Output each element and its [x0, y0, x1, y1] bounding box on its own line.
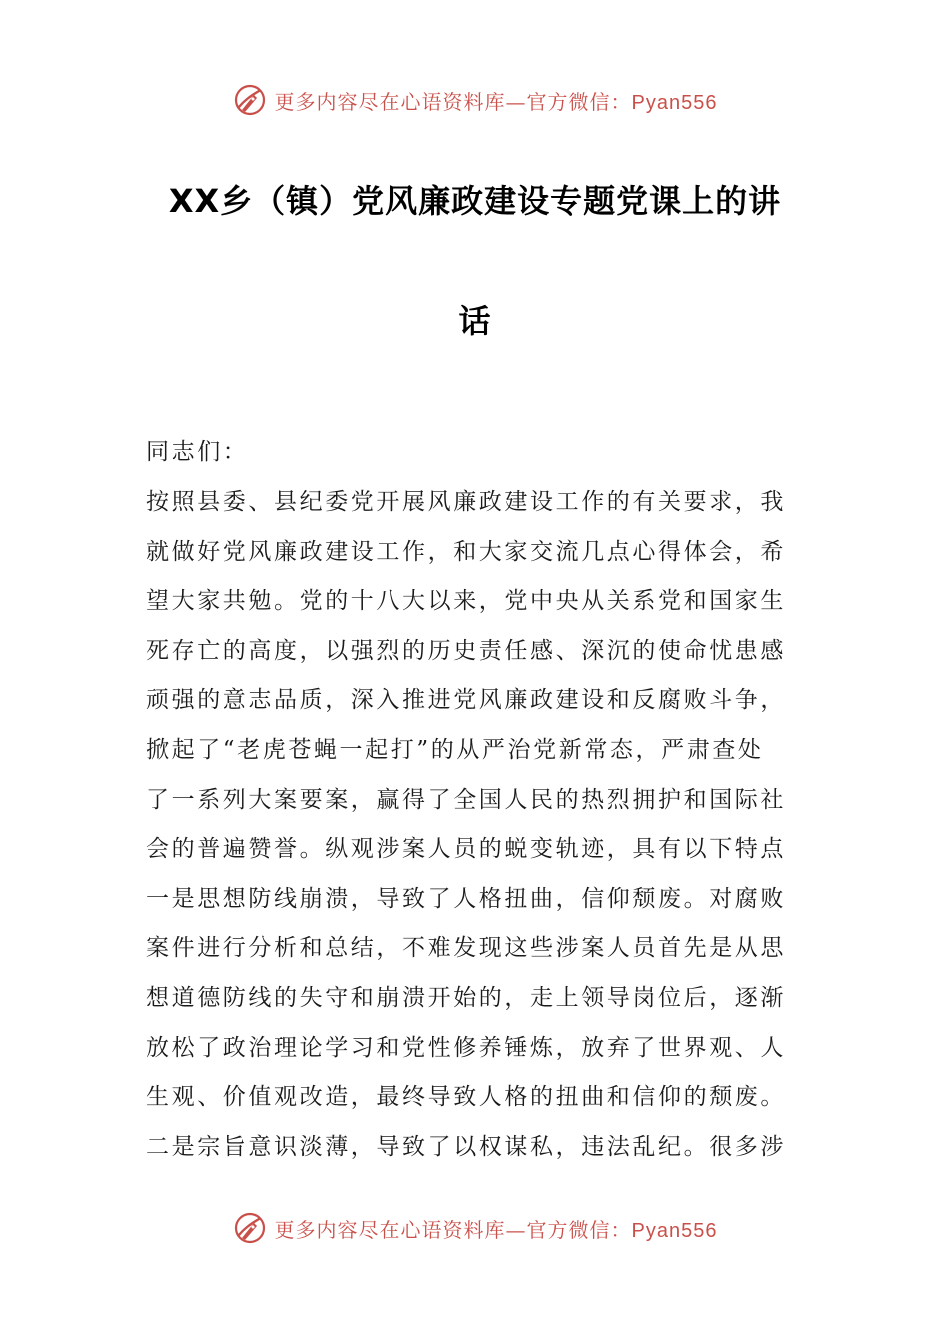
text-line: 生观、价值观改造，最终导致人格的扭曲和信仰的颓废。 — [146, 1084, 786, 1111]
text-line: 二是宗旨意识淡薄，导致了以权谋私，违法乱纪。很多涉 — [146, 1133, 786, 1160]
watermark-text — [275, 86, 718, 115]
watermark-promo-text: 更多内容尽在心语资料库—官方微信： — [274, 1217, 632, 1242]
footer-watermark — [0, 1208, 950, 1248]
text-line: 顽强的意志品质，深入推进党风廉政建设和反腐败斗争， — [146, 687, 786, 714]
text-line: 掀起了“老虎苍蝇一起打”的从严治党新常态，严肃查处 — [146, 736, 764, 763]
text-line: 会的普遍赞誉。纵观涉案人员的蜕变轨迹，具有以下特点 — [146, 836, 786, 863]
text-line: 按照县委、县纪委党开展风廉政建设工作的有关要求，我 — [146, 489, 786, 515]
text-line: 了一系列大案要案，赢得了全国人民的热烈拥护和国际社 — [146, 786, 786, 813]
document-title-line-2: 话 — [458, 302, 492, 340]
watermark-wechat-id: Pyan556 — [631, 91, 718, 114]
pen-nib-logo-icon — [233, 83, 267, 117]
text-line: 案件进行分析和总结，不难发现这些涉案人员首先是从思 — [146, 935, 786, 962]
header-watermark — [0, 80, 950, 120]
text-line: 就做好党风廉政建设工作，和大家交流几点心得体会，希 — [146, 538, 786, 565]
text-line: 望大家共勉。党的十八大以来，党中央从关系党和国家生 — [146, 588, 786, 615]
text-line: 放松了政治理论学习和党性修养锤炼，放弃了世界观、人 — [146, 1034, 786, 1061]
text-line: 一是思想防线崩溃，导致了人格扭曲，信仰颓废。对腐败 — [146, 885, 786, 912]
body-paragraph — [146, 478, 810, 1172]
pen-nib-logo-icon — [233, 1211, 267, 1245]
document-title-line-1: XX乡（镇）党风廉政建设专题党课上的讲 — [168, 182, 782, 220]
watermark-text — [275, 1214, 718, 1243]
text-line: 死存亡的高度，以强烈的历史责任感、深沉的使命忧患感 — [146, 637, 786, 664]
text-line: 想道德防线的失守和崩溃开始的，走上领导岗位后，逐渐 — [146, 984, 786, 1011]
watermark-promo-text: 更多内容尽在心语资料库—官方微信： — [274, 89, 632, 114]
watermark-wechat-id: Pyan556 — [631, 1219, 718, 1242]
salutation: 同志们： — [146, 439, 249, 465]
